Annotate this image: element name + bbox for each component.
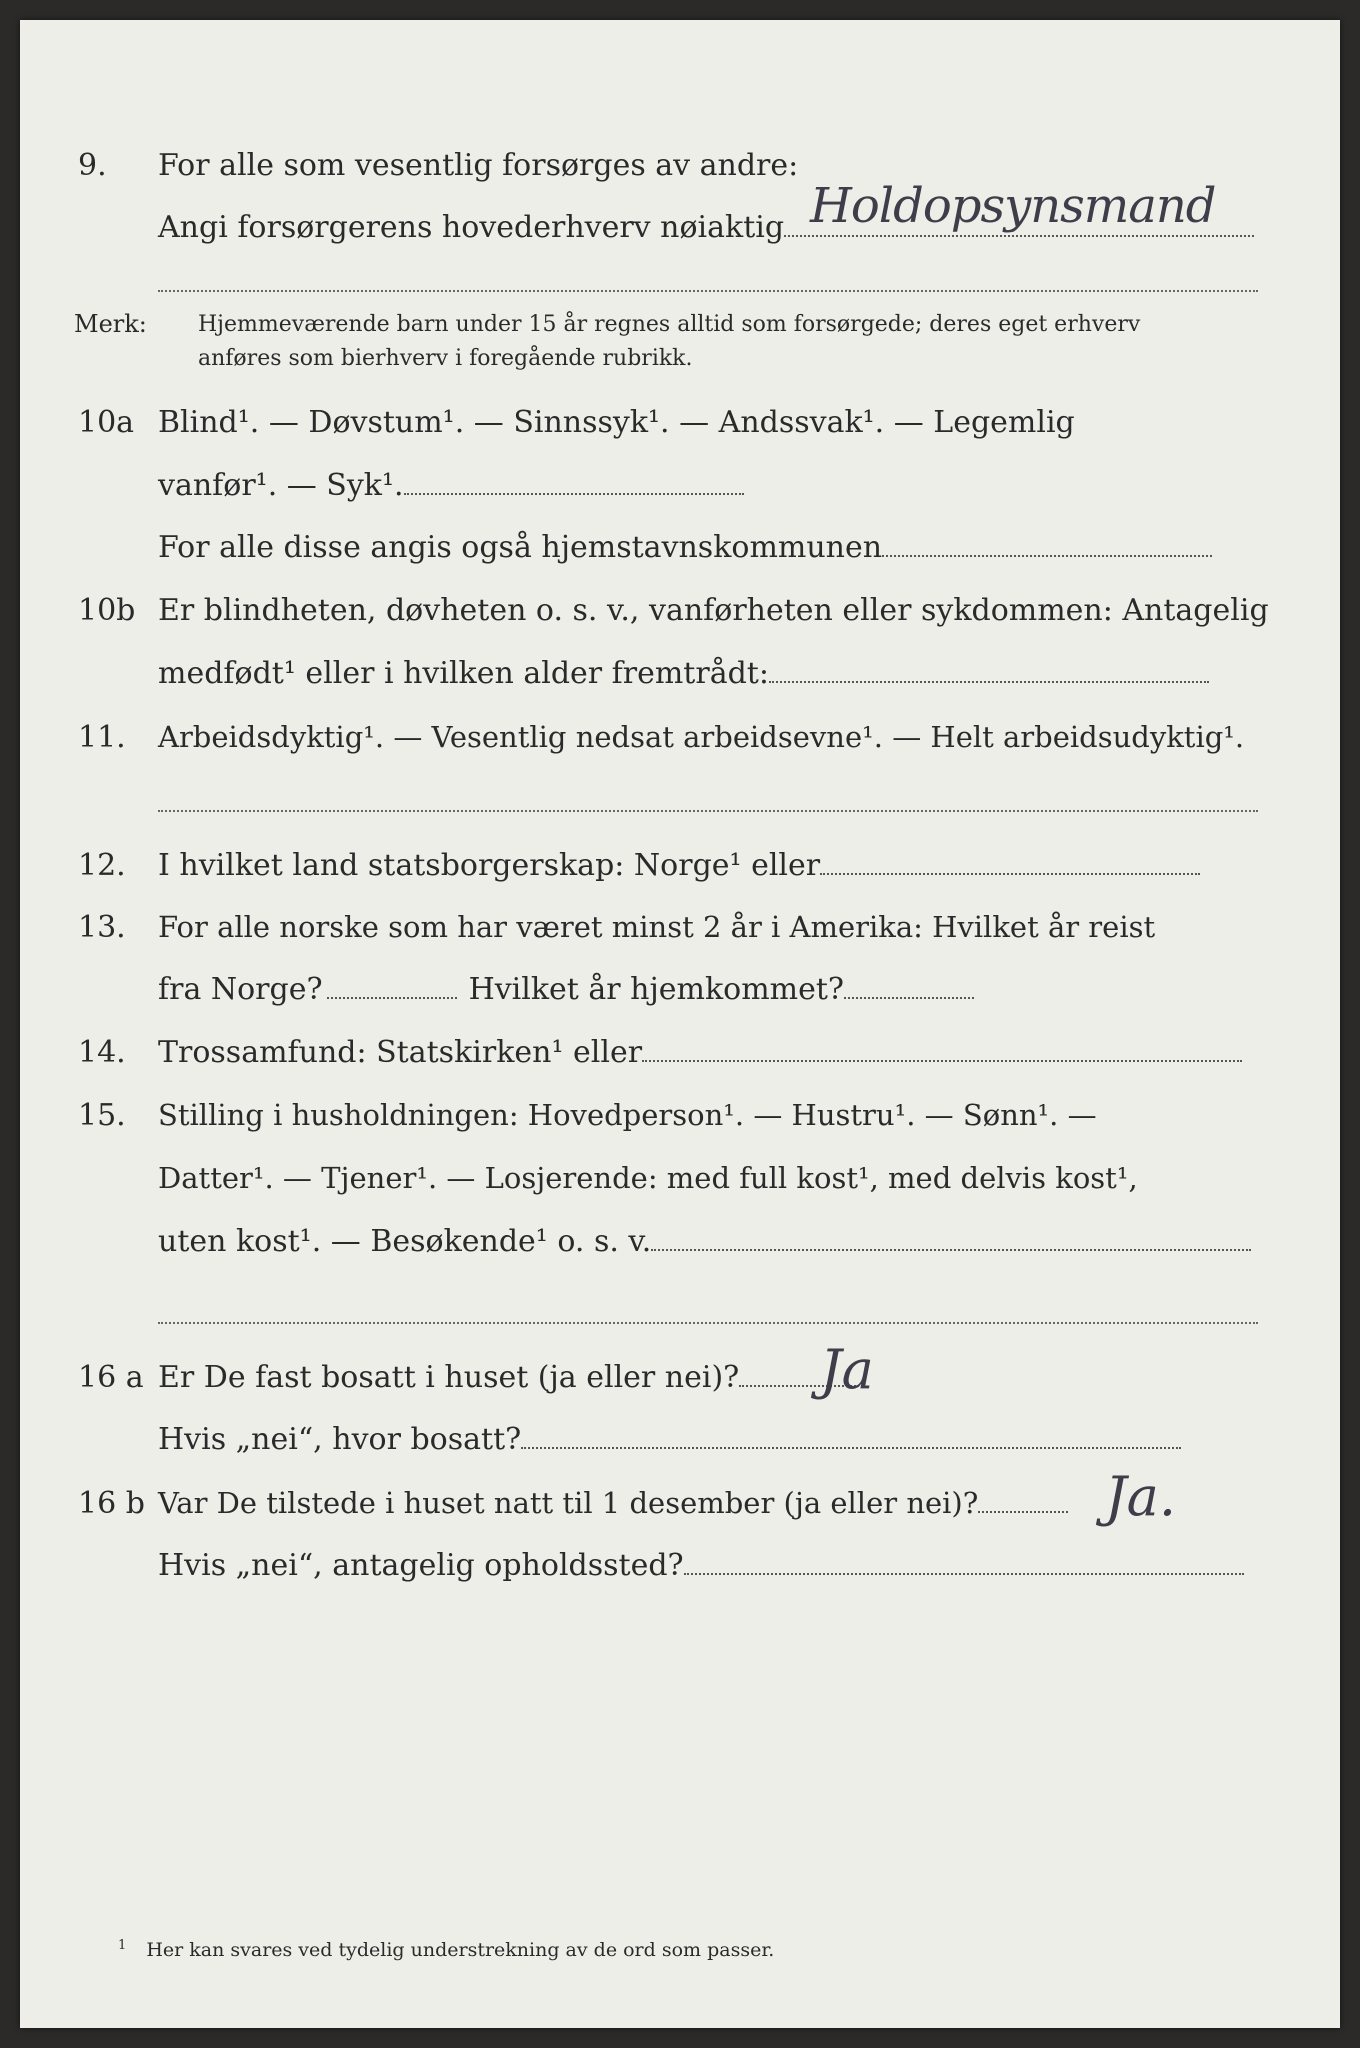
q11-extra-line bbox=[158, 810, 1258, 812]
q16a-line1-text: Er De fast bosatt i huset (ja eller nei)? bbox=[158, 1360, 740, 1395]
q10b-line2-text: medfødt¹ eller i hvilken alder fremtrådt: bbox=[158, 656, 769, 691]
q13-line2 bbox=[158, 972, 974, 1007]
q10a-line3-text: For alle disse angis også hjemstavnskommunen bbox=[158, 530, 883, 565]
q10b-line2-fill bbox=[769, 680, 1209, 683]
footnote-mark: 1 bbox=[118, 1938, 127, 1953]
q11-line1: Arbeidsdyktig¹. — Vesentlig nedsat arbeidsevne¹. — Helt arbeidsudyktig¹. bbox=[158, 720, 1245, 754]
q15-line1: Stilling i husholdningen: Hovedperson¹. — Hustru¹. — Sønn¹. — bbox=[158, 1098, 1097, 1132]
q9-line1: For alle som vesentlig forsørges av andre: bbox=[158, 148, 799, 183]
q13-number: 13. bbox=[78, 910, 126, 945]
q16a-handwritten-answer: Ja bbox=[820, 1338, 874, 1401]
q14-number: 14. bbox=[78, 1035, 126, 1070]
q15-line3 bbox=[158, 1224, 1251, 1259]
q16b-number: 16 b bbox=[78, 1486, 145, 1521]
q14-fill bbox=[642, 1059, 1242, 1062]
q10b-number: 10b bbox=[78, 593, 136, 628]
q13-fill-a bbox=[327, 996, 457, 999]
footnote bbox=[118, 1938, 774, 1961]
q13-line2b: Hvilket år hjemkommet? bbox=[468, 972, 845, 1007]
q10a-line2 bbox=[158, 468, 744, 503]
q16b-handwritten-answer: Ja. bbox=[1105, 1465, 1177, 1528]
q13-line2a: fra Norge? bbox=[158, 972, 323, 1007]
q12-line1-text: I hvilket land statsborgerskap: Norge¹ eller bbox=[158, 848, 821, 883]
q12-fill bbox=[820, 872, 1200, 875]
q10a-number: 10a bbox=[78, 405, 135, 440]
q9-answer-line bbox=[784, 234, 1254, 237]
q10a-line3-fill bbox=[882, 554, 1212, 557]
q16b-line2-fill bbox=[684, 1572, 1244, 1575]
merk-label: Merk: bbox=[74, 310, 147, 338]
q10a-line1: Blind¹. — Døvstum¹. — Sinnssyk¹. — Andssvak¹. — Legemlig bbox=[158, 405, 1075, 440]
q9-line2-text: Angi forsørgerens hovederhverv nøiaktig bbox=[158, 210, 785, 245]
q15-line3-text: uten kost¹. — Besøkende¹ o. s. v. bbox=[158, 1224, 652, 1259]
q12-number: 12. bbox=[78, 848, 126, 883]
q13-fill-b bbox=[844, 996, 974, 999]
q16a-line2-text: Hvis „nei“, hvor bosatt? bbox=[158, 1422, 522, 1457]
q16b-line2-text: Hvis „nei“, antagelig opholdssted? bbox=[158, 1548, 684, 1583]
q16b-fill bbox=[978, 1510, 1068, 1513]
footnote-text: Her kan svares ved tydelig understrekning av de ord som passer. bbox=[146, 1939, 775, 1962]
q16a-number: 16 a bbox=[78, 1360, 144, 1395]
q15-extra-line bbox=[158, 1322, 1258, 1324]
q16a-line2 bbox=[158, 1422, 1181, 1457]
q14-line1 bbox=[158, 1035, 1242, 1070]
q16a-line2-fill bbox=[521, 1446, 1181, 1449]
q10b-line2 bbox=[158, 656, 1209, 691]
q9-extra-line bbox=[158, 290, 1258, 292]
q16b-line1 bbox=[158, 1486, 1068, 1520]
q16b-line1-text: Var De tilstede i huset natt til 1 desember (ja eller nei)? bbox=[158, 1486, 979, 1520]
q11-number: 11. bbox=[78, 720, 126, 755]
q14-line1-text: Trossamfund: Statskirken¹ eller bbox=[158, 1035, 643, 1070]
q10a-line2-fill bbox=[404, 492, 744, 495]
census-form-page bbox=[20, 20, 1340, 2028]
q9-number: 9. bbox=[78, 148, 107, 183]
q9-handwritten-answer: Holdopsynsmand bbox=[810, 178, 1216, 234]
q12-line1 bbox=[158, 848, 1200, 883]
q16a-line1 bbox=[158, 1360, 859, 1395]
q16b-line2 bbox=[158, 1548, 1244, 1583]
q15-number: 15. bbox=[78, 1098, 126, 1133]
merk-line2: anføres som bierhverv i foregående rubrikk. bbox=[198, 346, 693, 371]
q15-line2: Datter¹. — Tjener¹. — Losjerende: med full kost¹, med delvis kost¹, bbox=[158, 1161, 1138, 1195]
q15-fill bbox=[651, 1248, 1251, 1251]
q10a-line2-text: vanfør¹. — Syk¹. bbox=[158, 468, 404, 503]
q13-line1: For alle norske som har været minst 2 år i Amerika: Hvilket år reist bbox=[158, 910, 1156, 944]
merk-line1: Hjemmeværende barn under 15 år regnes alltid som forsørgede; deres eget erhverv bbox=[198, 312, 1141, 337]
q10b-line1: Er blindheten, døvheten o. s. v., vanførheten eller sykdommen: Antagelig bbox=[158, 593, 1269, 628]
q10a-line3 bbox=[158, 530, 1212, 565]
